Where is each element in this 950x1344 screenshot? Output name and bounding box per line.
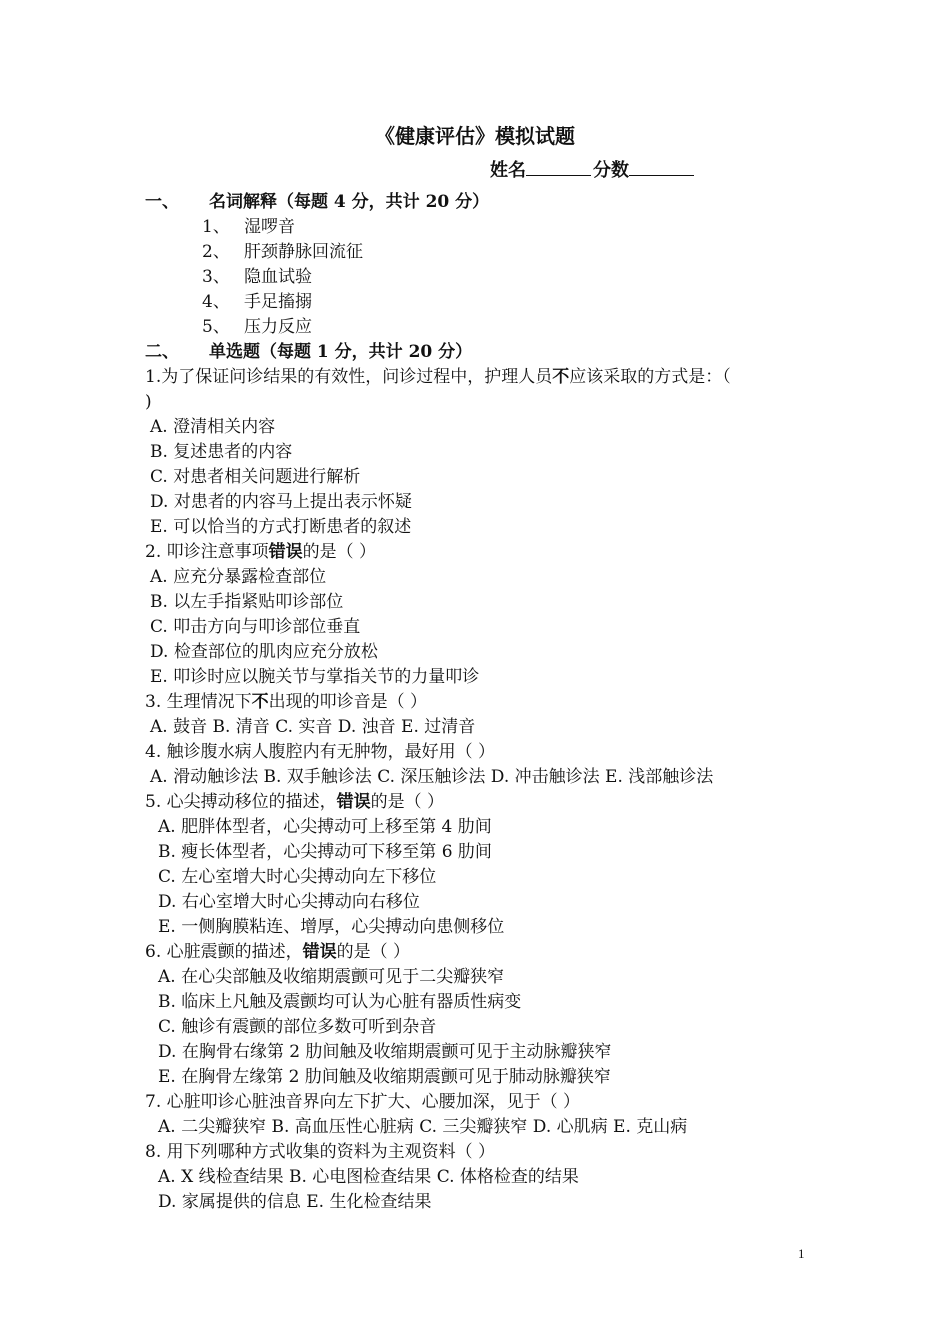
option: A. 鼓音 B. 清音 C. 实音 D. 浊音 E. 过清音 — [150, 717, 476, 737]
section2-title: 单选题（每题 1 分，共计 20 分） — [209, 342, 473, 362]
name-score-line — [490, 156, 696, 182]
name-blank — [526, 159, 591, 176]
option: A. 二尖瓣狭窄 B. 高血压性心脏病 C. 三尖瓣狭窄 D. 心肌病 E. 克山病 — [158, 1117, 688, 1137]
page-title: 《健康评估》模拟试题 — [375, 124, 575, 148]
question-2: 2. 叩诊注意事项错误的是（ ） — [145, 542, 377, 562]
option: A. 滑动触诊法 B. 双手触诊法 C. 深压触诊法 D. 冲击触诊法 E. 浅部触诊法 — [150, 767, 714, 787]
option: A. 澄清相关内容 — [150, 417, 276, 437]
section2-num: 二、 — [145, 342, 179, 362]
option: E. 在胸骨左缘第 2 肋间触及收缩期震颤可见于肺动脉瓣狭窄 — [158, 1067, 611, 1087]
score-label: 分数 — [593, 160, 629, 181]
question-5: 5. 心尖搏动移位的描述，错误的是（ ） — [145, 792, 445, 812]
option: A. 肥胖体型者，心尖搏动可上移至第 4 肋间 — [158, 817, 492, 837]
section1-heading — [145, 190, 489, 214]
section1-title: 名词解释（每题 4 分，共计 20 分） — [209, 192, 490, 212]
option: B. 临床上凡触及震颤均可认为心脏有器质性病变 — [158, 992, 522, 1012]
option: E. 叩诊时应以腕关节与掌指关节的力量叩诊 — [150, 667, 480, 687]
term-item: 5、 压力反应 — [202, 317, 312, 337]
option: D. 家属提供的信息 E. 生化检查结果 — [158, 1192, 432, 1212]
option: B. 复述患者的内容 — [150, 442, 293, 462]
question-3: 3. 生理情况下不出现的叩诊音是（ ） — [145, 692, 428, 712]
option: C. 左心室增大时心尖搏动向左下移位 — [158, 867, 437, 887]
option: C. 触诊有震颤的部位多数可听到杂音 — [158, 1017, 437, 1037]
option: C. 对患者相关问题进行解析 — [150, 467, 361, 487]
term-item: 1、 湿啰音 — [202, 217, 295, 237]
term-item: 2、 肝颈静脉回流征 — [202, 242, 363, 262]
question-7: 7. 心脏叩诊心脏浊音界向左下扩大、心腰加深，见于（ ） — [145, 1092, 581, 1112]
term-item: 3、 隐血试验 — [202, 267, 312, 287]
option: D. 检查部位的肌肉应充分放松 — [150, 642, 378, 662]
option: C. 叩击方向与叩诊部位垂直 — [150, 617, 361, 637]
option: E. 可以恰当的方式打断患者的叙述 — [150, 517, 412, 537]
question-4: 4. 触诊腹水病人腹腔内有无肿物，最好用（ ） — [145, 742, 496, 762]
option: D. 在胸骨右缘第 2 肋间触及收缩期震颤可见于主动脉瓣狭窄 — [158, 1042, 612, 1062]
question-6: 6. 心脏震颤的描述，错误的是（ ） — [145, 942, 411, 962]
question-8: 8. 用下列哪种方式收集的资料为主观资料（ ） — [145, 1142, 496, 1162]
section1-num: 一、 — [145, 192, 179, 212]
option: A. X 线检查结果 B. 心电图检查结果 C. 体格检查的结果 — [158, 1167, 579, 1187]
option: D. 对患者的内容马上提出表示怀疑 — [150, 492, 412, 512]
section2-heading — [145, 340, 472, 364]
option: A. 应充分暴露检查部位 — [150, 567, 327, 587]
score-blank — [629, 159, 694, 176]
question-1-cont: ) — [145, 392, 152, 412]
page-number: 1 — [798, 1246, 805, 1261]
question-1: 1.为了保证问诊结果的有效性，问诊过程中，护理人员不应该采取的方式是：（ — [145, 367, 731, 387]
option: E. 一侧胸膜粘连、增厚，心尖搏动向患侧移位 — [158, 917, 505, 937]
name-label: 姓名 — [490, 160, 526, 181]
term-item: 4、 手足搐搦 — [202, 292, 312, 312]
option: A. 在心尖部触及收缩期震颤可见于二尖瓣狭窄 — [158, 967, 505, 987]
option: B. 以左手指紧贴叩诊部位 — [150, 592, 344, 612]
option: D. 右心室增大时心尖搏动向右移位 — [158, 892, 420, 912]
option: B. 瘦长体型者，心尖搏动可下移至第 6 肋间 — [158, 842, 492, 862]
